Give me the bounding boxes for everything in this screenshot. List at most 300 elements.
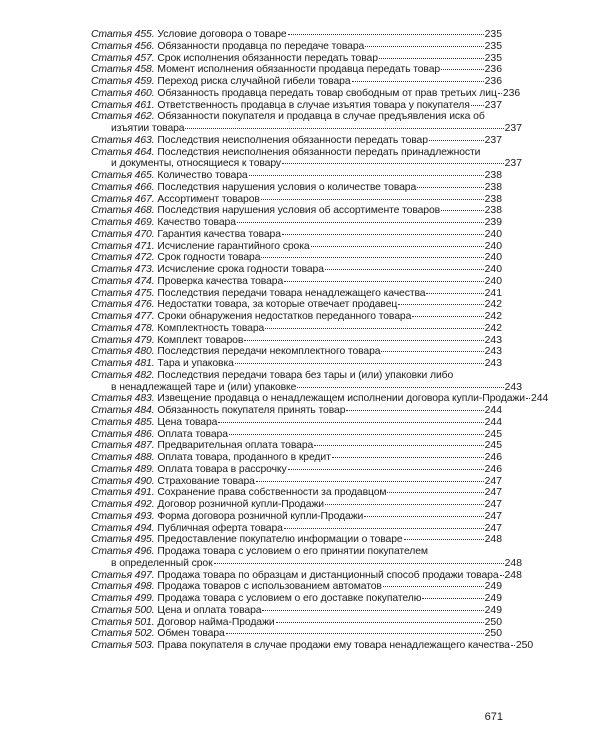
article-label: Статья 475. xyxy=(91,287,155,299)
toc-entry xyxy=(91,523,502,535)
article-label: Статья 482. xyxy=(91,369,155,381)
article-label: Статья 490. xyxy=(91,475,155,487)
dot-leader xyxy=(381,351,483,352)
dot-leader xyxy=(282,163,504,164)
article-title: Извещение продавца о ненадлежащем исполнении договора купли-Продажи xyxy=(157,393,525,405)
article-label: Статья 471. xyxy=(91,240,155,252)
toc-page-number: 250 xyxy=(515,640,534,651)
article-label: Статья 479. xyxy=(91,334,155,346)
toc-entry-line xyxy=(91,581,502,593)
toc-page-number: 237 xyxy=(484,134,502,146)
toc-entry xyxy=(91,170,502,182)
article-title: Количество товара xyxy=(157,170,248,181)
toc-entry xyxy=(91,369,522,394)
toc-entry-line xyxy=(91,252,502,264)
toc-entry-line xyxy=(91,346,502,358)
toc-entry xyxy=(91,569,522,582)
toc-page-number: 243 xyxy=(484,346,502,358)
article-title: Недостатки товара, за которые отвечает продавец xyxy=(157,299,398,311)
toc-entry-line xyxy=(91,593,502,605)
article-title: Сохранение права собственности за продавцом xyxy=(157,487,387,499)
toc-page-number: 240 xyxy=(484,264,502,275)
toc-page-number: 246 xyxy=(484,463,502,475)
dot-leader xyxy=(526,398,530,399)
toc-entry xyxy=(91,135,502,147)
article-label: Статья 458. xyxy=(91,64,155,76)
article-label: Статья 494. xyxy=(91,522,155,534)
toc-entry-line xyxy=(91,487,502,499)
toc-page-number: 235 xyxy=(484,52,502,64)
article-title: Продажа товара по образцам и дистанционный способ продажи товара xyxy=(157,569,499,581)
dot-leader xyxy=(235,363,484,364)
dot-leader xyxy=(256,481,484,482)
article-title: Предварительная оплата товара xyxy=(157,440,314,452)
dot-leader xyxy=(276,622,484,623)
article-title: в ненадлежащей таре и (или) упаковке xyxy=(111,381,297,393)
article-label: Статья 486. xyxy=(91,428,155,440)
toc-page-number: 244 xyxy=(530,393,549,405)
toc-entry-line xyxy=(91,311,502,323)
dot-leader xyxy=(244,340,483,341)
article-label: Статья 464. xyxy=(91,146,155,158)
toc-entry-line xyxy=(91,546,502,558)
article-title: Качество товара xyxy=(157,217,236,228)
table-of-contents xyxy=(91,29,549,652)
toc-entry xyxy=(91,417,502,429)
toc-entry xyxy=(91,311,502,323)
toc-page-number: 245 xyxy=(484,440,502,452)
toc-page-number: 249 xyxy=(484,604,502,616)
toc-entry-line xyxy=(91,76,502,88)
toc-page-number: 248 xyxy=(484,534,502,546)
toc-entry-line xyxy=(91,440,502,452)
toc-entry xyxy=(91,429,502,441)
toc-entry xyxy=(91,640,534,652)
toc-page-number: 244 xyxy=(484,416,502,428)
toc-page-number: 242 xyxy=(484,322,502,334)
toc-entry xyxy=(91,546,522,570)
toc-page-number: 237 xyxy=(504,158,522,170)
article-title: Последствия передачи товара ненадлежащего качества xyxy=(157,287,426,299)
toc-entry-line xyxy=(91,569,522,582)
article-label: Статья 469. xyxy=(91,217,155,228)
dot-leader xyxy=(214,563,504,564)
toc-entry-line xyxy=(91,605,502,617)
toc-entry-line xyxy=(91,476,502,488)
article-title: Предоставление покупателю информации о товаре xyxy=(157,534,403,546)
toc-entry-line xyxy=(91,194,502,206)
toc-page-number: 249 xyxy=(484,593,502,604)
toc-entry-line xyxy=(91,299,502,311)
dot-leader xyxy=(364,516,483,517)
article-title: Условие договора о товаре xyxy=(157,29,287,40)
toc-entry xyxy=(91,229,502,241)
toc-entry-line xyxy=(91,229,502,241)
page-number: 671 xyxy=(484,711,503,723)
toc-entry xyxy=(91,252,502,264)
article-label: Статья 478. xyxy=(91,322,155,334)
article-title: Срок исполнения обязанности передать товар xyxy=(157,52,378,64)
dot-leader xyxy=(325,269,484,270)
toc-entry-line xyxy=(91,370,502,382)
article-title: Ответственность продавца в случае изъятия товара у покупателя xyxy=(157,99,470,111)
toc-entry-line xyxy=(91,53,502,65)
dot-leader xyxy=(261,257,483,258)
dot-leader xyxy=(332,457,484,458)
dot-leader xyxy=(365,46,483,47)
toc-entry xyxy=(91,335,502,347)
dot-leader xyxy=(441,69,484,70)
article-title: Тара и упаковка xyxy=(157,358,234,369)
toc-page-number: 241 xyxy=(484,287,502,299)
toc-entry-line xyxy=(91,405,502,417)
dot-leader xyxy=(398,304,483,305)
article-title: Продажа товаров с использованием автоматов xyxy=(157,581,382,593)
toc-entry xyxy=(91,346,502,358)
toc-page-number: 246 xyxy=(484,452,502,463)
dot-leader xyxy=(379,58,484,59)
article-title: Ассортимент товаров xyxy=(157,193,260,205)
toc-entry xyxy=(91,29,502,41)
article-title: Срок годности товара xyxy=(157,252,261,264)
article-label: Статья 501. xyxy=(91,616,155,628)
toc-entry xyxy=(91,53,502,65)
dot-leader xyxy=(325,504,484,505)
article-title: Продажа товара с условием о его принятии покупателем xyxy=(157,546,428,557)
article-title: Последствия нарушения условия о количестве товара xyxy=(157,181,417,193)
dot-leader xyxy=(429,140,484,141)
toc-entry-continuation xyxy=(91,158,522,170)
article-label: Статья 470. xyxy=(91,228,155,240)
toc-entry xyxy=(91,511,502,523)
dot-leader xyxy=(282,234,484,235)
toc-entry-line xyxy=(91,640,534,652)
toc-entry xyxy=(91,358,502,370)
article-label: Статья 467. xyxy=(91,193,155,205)
dot-leader xyxy=(511,645,515,646)
toc-entry-line xyxy=(91,111,502,123)
dot-leader xyxy=(412,316,483,317)
toc-entry xyxy=(91,593,502,605)
dot-leader xyxy=(288,469,484,470)
article-label: Статья 466. xyxy=(91,181,155,193)
dot-leader xyxy=(346,410,483,411)
article-label: Статья 480. xyxy=(91,346,155,358)
toc-entry-line xyxy=(91,100,502,112)
article-title: Последствия передачи товара без тары и (или) упаковки либо xyxy=(157,369,454,381)
toc-entry xyxy=(91,581,502,593)
dot-leader xyxy=(229,434,484,435)
article-title: Цена и оплата товара xyxy=(157,604,262,616)
toc-entry-line xyxy=(91,452,502,464)
article-title: Цена товара xyxy=(157,416,218,428)
toc-entry-line xyxy=(91,147,502,159)
toc-entry xyxy=(91,299,502,311)
toc-entry-line xyxy=(91,276,502,288)
toc-entry xyxy=(91,464,502,476)
article-title: Комплект товаров xyxy=(157,334,244,346)
dot-leader xyxy=(288,34,484,35)
article-title: Оплата товара, проданного в кредит xyxy=(157,452,331,463)
toc-entry-line xyxy=(91,628,502,640)
toc-entry-line xyxy=(91,182,502,194)
toc-page-number: 247 xyxy=(484,499,502,510)
toc-page-number: 236 xyxy=(502,87,521,99)
toc-entry xyxy=(91,487,502,499)
toc-entry-line xyxy=(91,87,521,100)
toc-page-number: 247 xyxy=(484,510,502,522)
article-title: Комплектность товара xyxy=(157,322,265,334)
article-label: Статья 497. xyxy=(91,569,155,581)
article-label: Статья 455. xyxy=(91,29,155,40)
article-label: Статья 474. xyxy=(91,275,155,287)
toc-page-number: 243 xyxy=(484,334,502,346)
toc-page-number: 248 xyxy=(504,557,522,569)
article-label: Статья 465. xyxy=(91,170,155,181)
toc-entry xyxy=(91,617,502,629)
toc-entry-line xyxy=(91,29,502,41)
toc-page-number: 238 xyxy=(484,170,502,181)
dot-leader xyxy=(404,539,484,540)
article-title: и документы, относящиеся к товару xyxy=(111,158,282,170)
toc-entry-line xyxy=(91,429,502,441)
dot-leader xyxy=(352,81,484,82)
article-label: Статья 472. xyxy=(91,252,155,264)
article-title: Оплата товара в рассрочку xyxy=(157,463,287,475)
article-label: Статья 491. xyxy=(91,487,155,499)
toc-entry xyxy=(91,534,502,546)
article-label: Статья 468. xyxy=(91,205,155,217)
toc-entry xyxy=(91,276,502,288)
article-label: Статья 488. xyxy=(91,452,155,463)
dot-leader xyxy=(297,387,503,388)
article-title: изъятии товара xyxy=(111,123,185,134)
toc-page-number: 237 xyxy=(484,99,502,111)
article-title: Обязанности продавца по передаче товара xyxy=(157,40,365,52)
article-label: Статья 496. xyxy=(91,546,155,557)
toc-entry xyxy=(91,288,502,300)
toc-entry-line xyxy=(91,617,502,629)
toc-entry-line xyxy=(91,511,502,523)
toc-entry-line xyxy=(91,64,502,76)
toc-entry-line xyxy=(91,241,502,253)
dot-leader xyxy=(422,598,483,599)
article-label: Статья 463. xyxy=(91,134,155,146)
article-label: Статья 498. xyxy=(91,581,155,593)
dot-leader xyxy=(284,281,484,282)
dot-leader xyxy=(226,633,484,634)
article-title: Исчисление гарантийного срока xyxy=(157,240,310,252)
article-title: Страхование товара xyxy=(157,475,255,487)
article-title: Права покупателя в случае продажи ему товара ненадлежащего качества xyxy=(157,640,510,651)
article-label: Статья 473. xyxy=(91,264,155,275)
toc-page-number: 239 xyxy=(484,217,502,228)
article-label: Статья 459. xyxy=(91,76,155,87)
article-label: Статья 489. xyxy=(91,463,155,475)
toc-page-number: 245 xyxy=(484,428,502,440)
toc-entry xyxy=(91,241,502,253)
dot-leader xyxy=(500,575,504,576)
toc-entry xyxy=(91,499,502,511)
toc-page-number: 244 xyxy=(484,405,502,416)
article-label: Статья 461. xyxy=(91,99,155,111)
article-label: Статья 495. xyxy=(91,534,155,546)
toc-page-number: 235 xyxy=(484,29,502,40)
toc-page-number: 243 xyxy=(484,358,502,369)
toc-page-number: 240 xyxy=(484,252,502,264)
dot-leader xyxy=(218,422,483,423)
toc-entry xyxy=(91,205,502,217)
dot-leader xyxy=(262,610,483,611)
toc-entry-line xyxy=(91,534,502,546)
toc-entry-line xyxy=(91,464,502,476)
toc-entry-line xyxy=(91,499,502,511)
toc-entry xyxy=(91,605,502,617)
article-title: Публичная оферта товара xyxy=(157,522,283,534)
toc-entry xyxy=(91,440,502,452)
toc-entry-line xyxy=(91,523,502,535)
toc-entry xyxy=(91,476,502,488)
dot-leader xyxy=(314,445,483,446)
article-title: Последствия неисполнения обязанности передать принадлежности xyxy=(157,146,481,158)
toc-page-number: 240 xyxy=(484,228,502,240)
article-title: Исчисление срока годности товара xyxy=(157,264,324,275)
toc-page-number: 248 xyxy=(504,569,522,581)
dot-leader xyxy=(471,105,484,106)
toc-entry xyxy=(91,405,502,417)
toc-page-number: 247 xyxy=(484,487,502,499)
article-title: Договор найма-Продажи xyxy=(157,616,275,628)
toc-page-number: 242 xyxy=(484,311,502,322)
toc-entry-line xyxy=(91,264,502,276)
toc-page-number: 236 xyxy=(484,76,502,87)
toc-entry xyxy=(91,217,502,229)
dot-leader xyxy=(311,246,484,247)
dot-leader xyxy=(441,210,484,211)
toc-page-number: 247 xyxy=(484,522,502,534)
article-label: Статья 502. xyxy=(91,628,155,640)
toc-entry xyxy=(91,182,502,194)
toc-entry-line xyxy=(91,170,502,182)
dot-leader xyxy=(387,492,483,493)
toc-entry xyxy=(91,194,502,206)
article-label: Статья 477. xyxy=(91,311,155,322)
toc-entry-line xyxy=(91,358,502,370)
dot-leader xyxy=(498,93,502,94)
dot-leader xyxy=(265,328,483,329)
toc-entry-line xyxy=(91,335,502,347)
article-title: Последствия неисполнения обязанности передать товар xyxy=(157,134,428,146)
article-title: Обязанности покупателя и продавца в случае предъявления иска об xyxy=(157,111,485,123)
toc-entry xyxy=(91,264,502,276)
toc-entry xyxy=(91,628,502,640)
article-title: Переход риска случайной гибели товара xyxy=(157,76,351,87)
article-label: Статья 484. xyxy=(91,405,155,416)
article-title: Обязанность продавца передать товар свободным от прав третьих лиц xyxy=(157,87,497,99)
dot-leader xyxy=(417,187,484,188)
article-label: Статья 457. xyxy=(91,52,155,64)
article-label: Статья 487. xyxy=(91,440,155,452)
toc-page-number: 250 xyxy=(484,616,502,628)
toc-entry xyxy=(91,146,522,171)
article-label: Статья 485. xyxy=(91,416,155,428)
article-title: Проверка качества товара xyxy=(157,275,284,287)
toc-entry-line xyxy=(91,323,502,335)
toc-page-number: 250 xyxy=(484,628,502,640)
toc-entry xyxy=(91,452,502,464)
toc-page-number: 238 xyxy=(484,181,502,193)
article-label: Статья 499. xyxy=(91,593,155,604)
toc-entry xyxy=(91,87,521,100)
article-title: Последствия передачи некомплектного товара xyxy=(157,346,381,358)
article-label: Статья 476. xyxy=(91,299,155,311)
article-label: Статья 500. xyxy=(91,604,155,616)
toc-entry-line xyxy=(91,417,502,429)
toc-page-number: 237 xyxy=(504,123,522,134)
toc-entry xyxy=(91,323,502,335)
toc-page-number: 238 xyxy=(484,193,502,205)
toc-entry xyxy=(91,64,502,76)
toc-entry-continuation xyxy=(91,123,522,135)
article-label: Статья 460. xyxy=(91,87,155,99)
toc-page-number: 243 xyxy=(504,381,522,393)
toc-entry-line xyxy=(91,41,502,53)
article-title: Оплата товара xyxy=(157,428,228,440)
toc-entry-line xyxy=(91,288,502,300)
dot-leader xyxy=(261,199,484,200)
dot-leader xyxy=(237,222,484,223)
article-label: Статья 462. xyxy=(91,111,155,123)
toc-page-number: 247 xyxy=(484,475,502,487)
toc-page-number: 236 xyxy=(484,64,502,76)
toc-entry xyxy=(91,100,502,112)
toc-entry-line xyxy=(91,217,502,229)
toc-page-number: 240 xyxy=(484,275,502,287)
article-label: Статья 456. xyxy=(91,40,155,52)
article-label: Статья 493. xyxy=(91,510,155,522)
toc-page-number: 240 xyxy=(484,240,502,252)
toc-entry xyxy=(91,393,549,405)
article-title: Сроки обнаружения недостатков переданного товара xyxy=(157,311,412,322)
article-label: Статья 481. xyxy=(91,358,155,369)
article-title: Гарантия качества товара xyxy=(157,228,281,240)
article-title: в определенный срок xyxy=(111,557,213,569)
toc-entry-line xyxy=(91,205,502,217)
dot-leader xyxy=(185,128,503,129)
toc-entry-continuation xyxy=(91,558,522,570)
dot-leader xyxy=(249,175,484,176)
toc-page-number: 238 xyxy=(484,205,502,217)
dot-leader xyxy=(383,586,484,587)
toc-page-number: 249 xyxy=(484,581,502,593)
toc-entry xyxy=(91,111,522,135)
toc-entry xyxy=(91,76,502,88)
article-title: Форма договора розничной купли-Продажи xyxy=(157,510,364,522)
dot-leader xyxy=(284,528,484,529)
article-label: Статья 503. xyxy=(91,640,155,651)
toc-entry xyxy=(91,41,502,53)
article-title: Договор розничной купли-Продажи xyxy=(157,499,325,510)
article-title: Продажа товара с условием о его доставке покупателю xyxy=(157,593,422,604)
toc-page-number: 235 xyxy=(484,40,502,52)
article-title: Обмен товара xyxy=(157,628,225,640)
article-label: Статья 483. xyxy=(91,393,155,405)
article-label: Статья 492. xyxy=(91,499,155,510)
toc-entry-line xyxy=(91,135,502,147)
toc-entry-line xyxy=(91,393,549,405)
article-title: Последствия нарушения условия об ассортименте товаров xyxy=(157,205,441,217)
article-title: Обязанность покупателя принять товар xyxy=(157,405,346,416)
